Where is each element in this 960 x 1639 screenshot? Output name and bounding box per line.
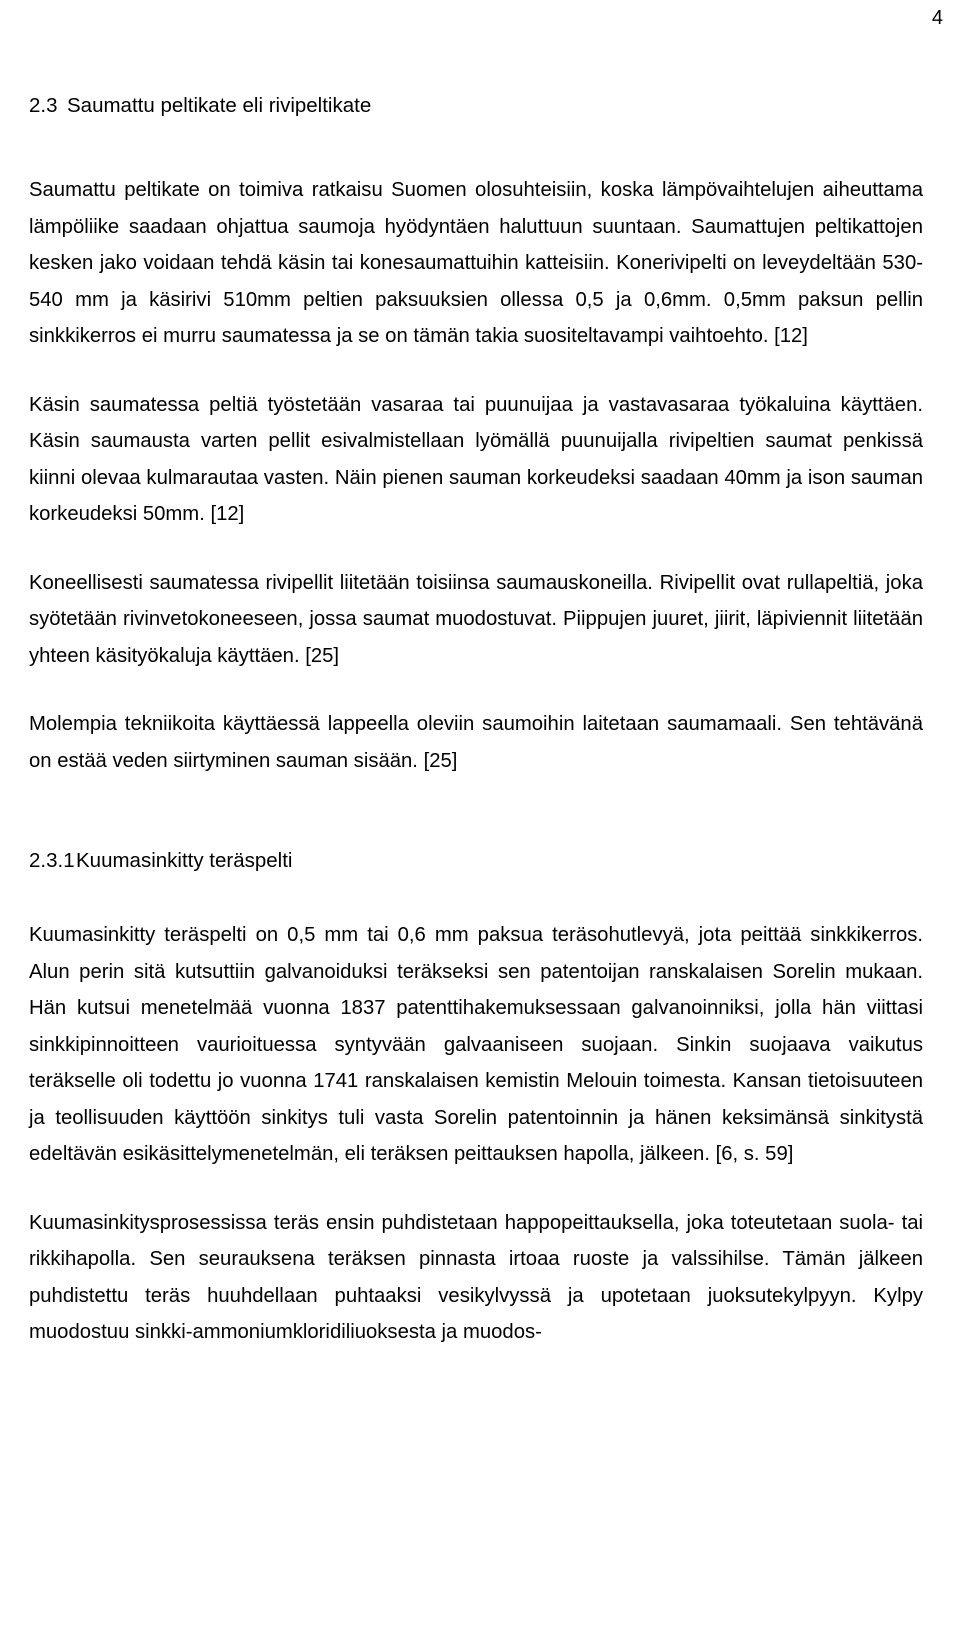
subsection-title: Kuumasinkitty teräspelti xyxy=(76,849,293,872)
paragraph-2: Käsin saumatessa peltiä työstetään vasaraa tai puunuijaa ja vastavasaraa työkaluina käyttäen. Käsin saumausta varten pellit esivalmistellaan lyömällä puunuijalla rivipeltien saumat penkissä kiinni olevaa kulmarautaa vasten. Näin pienen sauman korkeudeksi saadaan 40mm ja ison sauman korkeudeksi 50mm. [12] xyxy=(29,393,923,525)
paragraph-1: Saumattu peltikate on toimiva ratkaisu Suomen olosuhteisiin, koska lämpövaihtelujen aiheuttama lämpöliike saadaan ohjattua saumoja hyödyntäen haluttuun suuntaan. Saumattujen peltikattojen kesken jako voidaan tehdä käsin tai konesaumattuihin katteisiin. Konerivipelti on leveydeltään 530-540 mm ja käsirivi 510mm peltien paksuuksien ollessa 0,5 ja 0,6mm. 0,5mm paksun pellin sinkkikerros ei murru saumatessa ja se on tämän takia suositeltavampi vaihtoehto. [12] xyxy=(29,179,923,347)
page-number: 4 xyxy=(931,7,943,29)
paragraph-5: Kuumasinkitty teräspelti on 0,5 mm tai 0,6 mm paksua teräsohutlevyä, jota peittää sinkkikerros. Alun perin sitä kutsuttiin galvanoiduksi teräkseksi sen patentoijan ranskalaisen Sorelin mukaan. Hän kutsui menetelmää vuonna 1837 patenttihakemuksessaan galvanoinniksi, jolla hän viittasi sinkkipinnoitteen vaurioituessa syntyvään galvaaniseen suojaan. Sinkin suojaava vaikutus teräkselle oli todettu jo vuonna 1741 ranskalaisen kemistin Melouin toimesta. Kansan tietoisuuteen ja teollisuuden käyttöön sinkitys tuli vasta Sorelin patentoinnin ja hänen keksimänsä sinkitystä edeltävän esikäsittelymenetelmän, eli teräksen peittauksen hapolla, jälkeen. [6, s. 59] xyxy=(29,924,923,1165)
paragraph-4: Molempia tekniikoita käyttäessä lappeella oleviin saumoihin laitetaan saumamaali. Sen tehtävänä on estää veden siirtyminen sauman sisään. [25] xyxy=(29,713,923,772)
subsection-number: 2.3.1 xyxy=(29,849,75,872)
subsection-heading xyxy=(29,843,923,879)
section-number: 2.3 xyxy=(29,94,58,117)
page-content xyxy=(29,88,923,1351)
paragraph-3: Koneellisesti saumatessa rivipellit liitetään toisiinsa saumauskoneilla. Rivipellit ovat rullapeltiä, joka syötetään rivinvetokoneeseen, jossa saumat muodostuvat. Piippujen juuret, jiirit, läpiviennit liitetään yhteen käsityökaluja käyttäen. [25] xyxy=(29,571,923,667)
paragraph-6: Kuumasinkitysprosessissa teräs ensin puhdistetaan happopeittauksella, joka toteutetaan suola- tai rikkihapolla. Sen seurauksena teräksen pinnasta irtoaa ruoste ja valssihilse. Tämän jälkeen puhdistettu teräs huuhdellaan puhtaaksi vesikylvyssä ja upotetaan juoksutekylpyyn. Kylpy muodostuu sinkki-ammoniumkloridiliuoksesta ja muodos- xyxy=(29,1211,923,1343)
section-heading xyxy=(29,88,923,124)
section-title: Saumattu peltikate eli rivipeltikate xyxy=(67,94,372,117)
